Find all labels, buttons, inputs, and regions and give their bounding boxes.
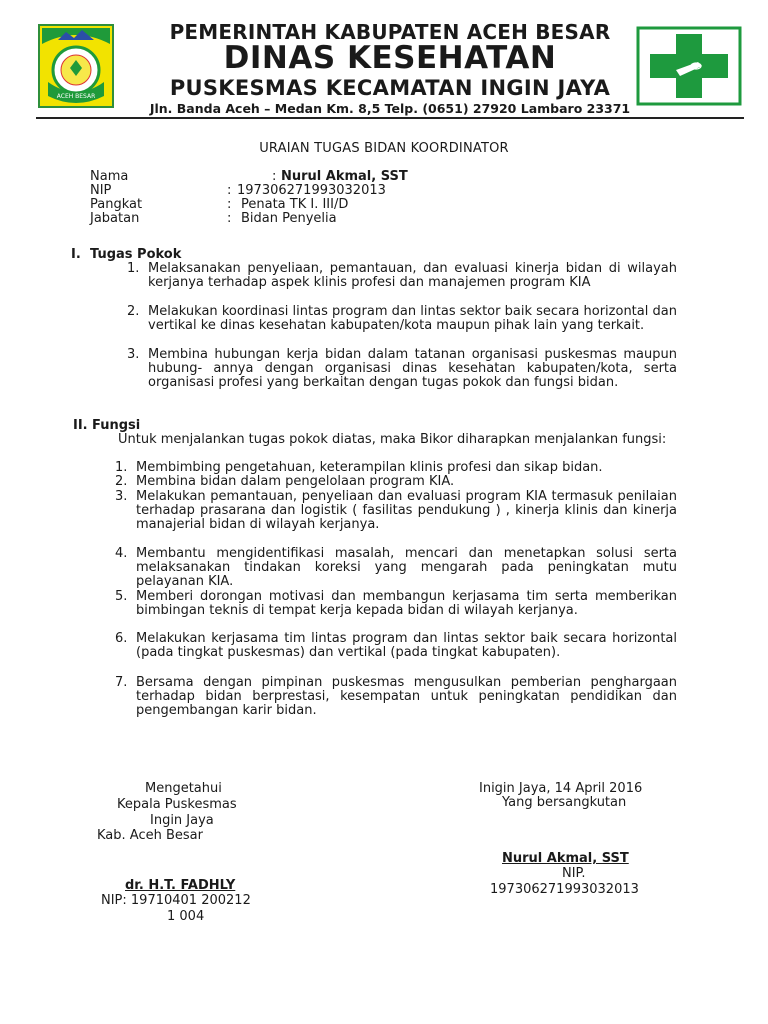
section1-number: I.: [71, 247, 81, 262]
sign-left-unit: Ingin Jaya: [150, 813, 214, 828]
section2-item: Bersama dengan pimpinan puskesmas mengusulkan pemberian penghargaan terhadap bidan berprestasi, kesempatan untuk peningkatan pendidikan dan pengembangan karir bidan.: [136, 675, 677, 718]
section1-item: Melakukan koordinasi lintas program dan lintas sektor baik secara horizontal dan vertikal ke dinas kesehatan kabupaten/kota maupun pihak lain yang terkait.: [148, 304, 677, 333]
sign-left-name: dr. H.T. FADHLY: [125, 878, 236, 893]
sign-left-acknowledged: Mengetahui: [145, 781, 222, 796]
section2-item: Melakukan kerjasama tim lintas program dan lintas sektor baik secara horizontal (pada tingkat puskesmas) dan vertikal (pada tingkat kabupaten).: [136, 631, 677, 660]
section2-item-number: 6.: [115, 631, 128, 646]
document-title: URAIAN TUGAS BIDAN KOORDINATOR: [259, 141, 509, 156]
section1-item: Melaksanakan penyeliaan, pemantauan, dan evaluasi kinerja bidan di wilayah kerjanya terhadap aspek klinis profesi dan manajemen program KIA: [148, 261, 677, 290]
sign-left-region: Kab. Aceh Besar: [97, 828, 203, 843]
section2-item-number: 7.: [115, 675, 128, 690]
section2-intro: Untuk menjalankan tugas pokok diatas, maka Bikor diharapkan menjalankan fungsi:: [118, 432, 667, 447]
section2-item-number: 2.: [115, 474, 128, 489]
identity-sep-position: :: [227, 211, 232, 226]
section2-item-number: 4.: [115, 546, 128, 561]
sign-left-nip: NIP: 19710401 200212: [101, 893, 251, 908]
section2-item-number: 3.: [115, 489, 128, 504]
logo-banner-text: ACEH BESAR: [56, 93, 96, 100]
section2-item: Membina bidan dalam pengelolaan program KIA.: [136, 474, 455, 489]
section2-item: Membimbing pengetahuan, keterampilan klinis profesi dan sikap bidan.: [136, 460, 603, 475]
identity-sep-rank: :: [227, 197, 232, 212]
sign-right-nip: 197306271993032013: [490, 882, 639, 897]
sign-right-name: Nurul Akmal, SST: [502, 851, 629, 866]
identity-label-rank: Pangkat: [90, 197, 143, 212]
section1-item-number: 1.: [127, 261, 140, 276]
section2-heading: Fungsi: [92, 418, 141, 433]
aceh-besar-logo: [38, 24, 114, 108]
letterhead-divider: [36, 117, 744, 119]
section2-item: Membantu mengidentifikasi masalah, mencari dan menetapkan solusi serta melaksanakan tindakan koreksi yang mengarah pada peningkatan mutu pelayanan KIA.: [136, 546, 677, 589]
sign-right-role: Yang bersangkutan: [502, 795, 627, 810]
section1-item: Membina hubungan kerja bidan dalam tatanan organisasi puskesmas maupun hubung- annya dengan organisasi dinas kesehatan kabupaten/kota, serta organisasi profesi yang berkaitan dengan tugas pokok dan fungsi bidan.: [148, 347, 677, 390]
section1-heading: Tugas Pokok: [90, 247, 182, 262]
sign-left-role: Kepala Puskesmas: [117, 797, 237, 812]
section2-item-number: 5.: [115, 589, 128, 604]
section2-item: Memberi dorongan motivasi dan membangun kerjasama tim serta memberikan bimbingan teknis di tempat kerja kepada bidan di wilayah kerjanya.: [136, 589, 677, 618]
letterhead-government: PEMERINTAH KABUPATEN ACEH BESAR: [169, 20, 611, 44]
section1-item-number: 3.: [127, 347, 140, 362]
sign-right-nip-label: NIP.: [562, 866, 586, 881]
section1-item-number: 2.: [127, 304, 140, 319]
letterhead-address: Jln. Banda Aceh – Medan Km. 8,5 Telp. (0651) 27920 Lambaro 23371: [149, 101, 631, 116]
letterhead-puskesmas: PUSKESMAS KECAMATAN INGIN JAYA: [169, 76, 611, 100]
section2-item-number: 1.: [115, 460, 128, 475]
identity-value-rank: Penata TK I. III/D: [241, 197, 349, 212]
sign-left-nip-cont: 1 004: [167, 909, 205, 924]
identity-label-name: Nama: [90, 169, 129, 184]
identity-value-nip: 197306271993032013: [237, 183, 386, 198]
section2-item: Melakukan pemantauan, penyeliaan dan evaluasi program KIA termasuk penilaian terhadap prasarana dan logistik ( fasilitas pendukung ) , kinerja klinis dan kinerja manajerial bidan di wilayah kerjanya.: [136, 489, 677, 532]
identity-value-name: Nurul Akmal, SST: [281, 169, 408, 184]
section2-number: II.: [73, 418, 88, 433]
letterhead-agency: DINAS KESEHATAN: [223, 40, 557, 76]
identity-label-position: Jabatan: [90, 211, 140, 226]
identity-sep-nip: :: [227, 183, 232, 198]
identity-sep-name: :: [272, 169, 277, 184]
sign-right-place-date: Inigin Jaya, 14 April 2016: [479, 781, 643, 796]
identity-label-nip: NIP: [90, 183, 112, 198]
identity-value-position: Bidan Penyelia: [241, 211, 337, 226]
